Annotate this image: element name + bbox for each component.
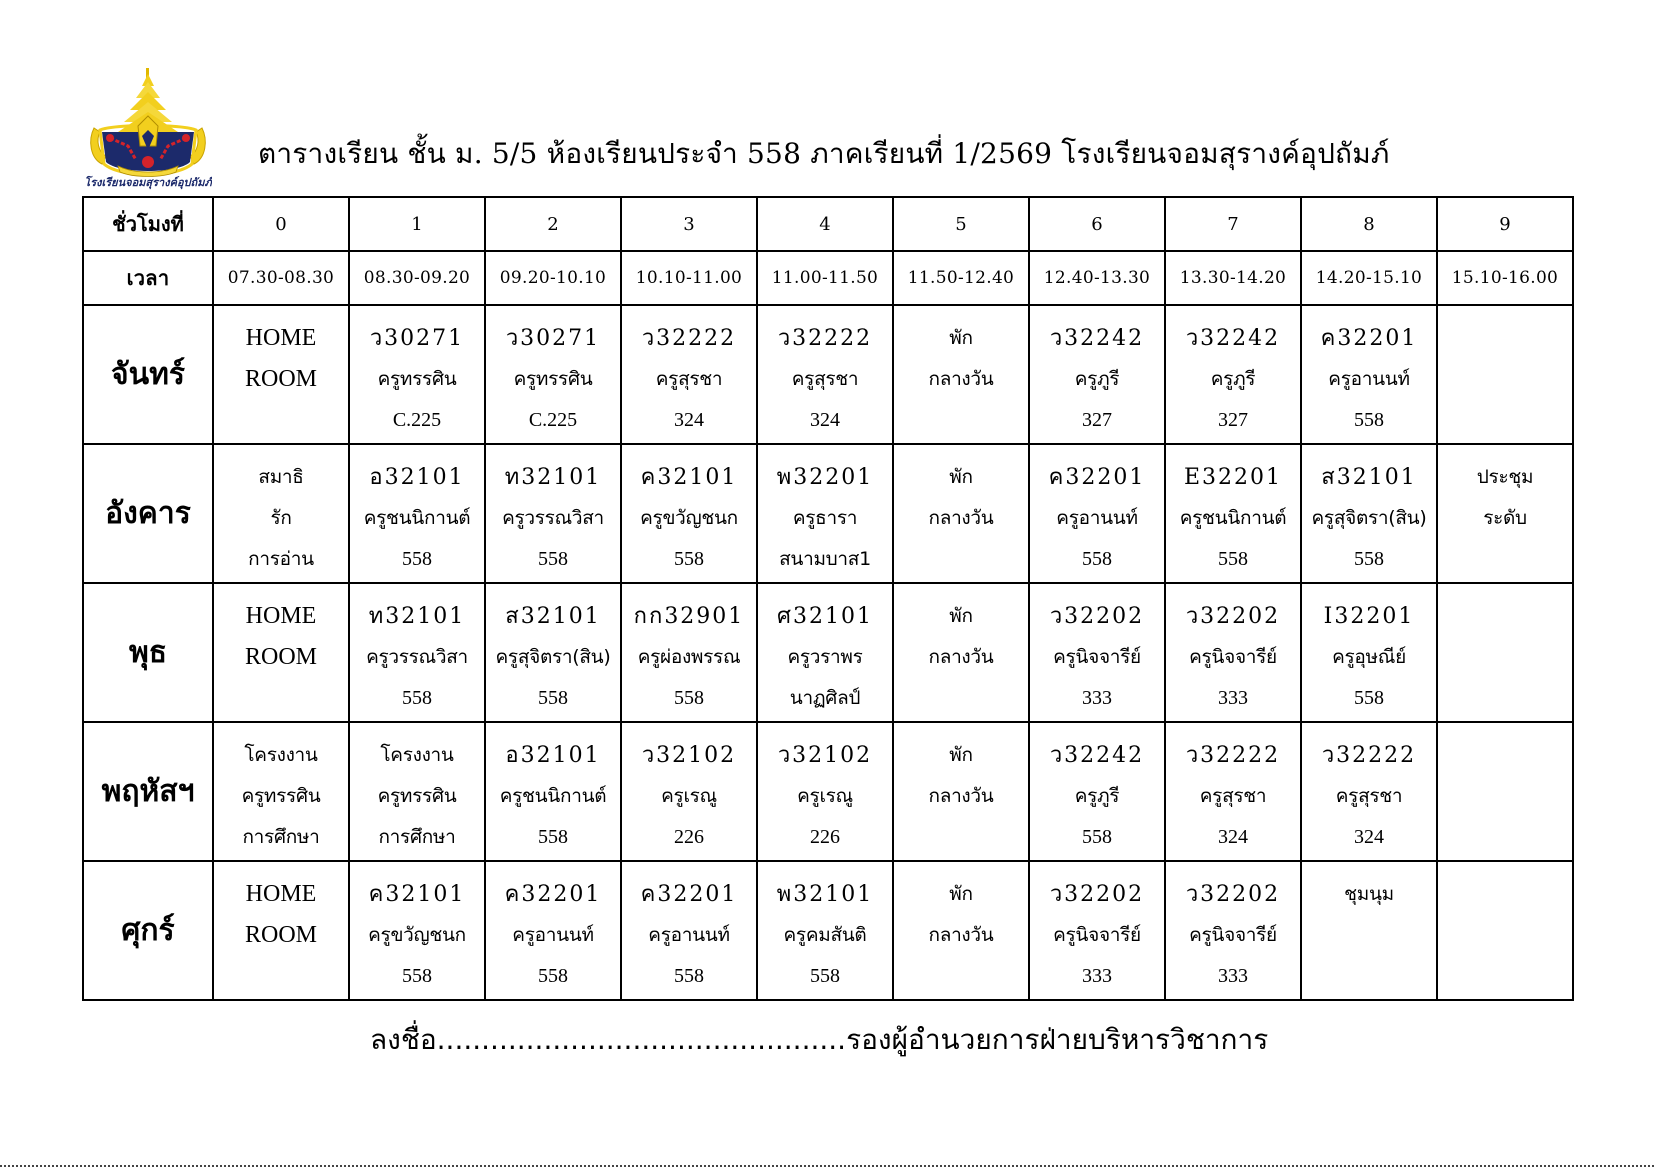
- class-cell: [1029, 583, 1165, 722]
- page-title: ตารางเรียน ชั้น ม. 5/5 ห้องเรียนประจำ 558 ภาคเรียนที่ 1/2569 โรงเรียนจอมสุรางค์อุปถัมภ์: [258, 137, 1390, 170]
- teacher-name: ROOM: [244, 644, 317, 670]
- teacher-name: ครูทรรศิน: [513, 368, 593, 390]
- room: 558: [1354, 409, 1384, 431]
- time-slot: 14.20-15.10: [1301, 251, 1437, 305]
- class-cell: [1301, 444, 1437, 583]
- class-cell-content: [758, 445, 892, 580]
- signature-line: ลงชื่อ..............................................รองผู้อำนวยการฝ่ายบริหารวิชาการ: [370, 1023, 1269, 1056]
- subject-code: ชุมนุม: [1344, 883, 1394, 905]
- class-cell: [757, 583, 893, 722]
- subject-code: ว32102: [777, 743, 873, 768]
- teacher-name: ครูวราพร: [787, 646, 863, 668]
- subject-code: โครงงาน: [380, 744, 454, 766]
- subject-code: ค32101: [368, 882, 466, 907]
- class-cell: [1301, 722, 1437, 861]
- class-cell-content: [1030, 723, 1164, 858]
- time-slot: 11.00-11.50: [757, 251, 893, 305]
- class-cell: [757, 861, 893, 1000]
- room: 558: [402, 548, 432, 570]
- subject-code: ว32222: [777, 326, 873, 351]
- day-row: [83, 305, 1573, 444]
- subject-code: ว32202: [1049, 882, 1145, 907]
- class-cell: [621, 305, 757, 444]
- teacher-name: รัก: [270, 507, 292, 529]
- teacher-name: ครูภูรี: [1074, 785, 1120, 807]
- teacher-name: ครูธารา: [792, 507, 858, 529]
- day-row: [83, 861, 1573, 1000]
- subject-code: อ32101: [505, 743, 601, 768]
- period-label: ชั่วโมงที่: [83, 197, 213, 251]
- teacher-name: ครูอานนท์: [1328, 368, 1410, 390]
- class-cell: [1165, 583, 1301, 722]
- subject-code: พ32101: [776, 882, 874, 907]
- class-cell: [1437, 305, 1573, 444]
- subject-code: พ32201: [776, 465, 874, 490]
- period-number: 6: [1029, 197, 1165, 251]
- teacher-name: ระดับ: [1483, 507, 1527, 529]
- room: การศึกษา: [242, 826, 320, 848]
- room: 558: [402, 965, 432, 987]
- class-cell: [349, 305, 485, 444]
- subject-code: ว32222: [641, 326, 737, 351]
- teacher-name: ครูนิจจารีย์: [1053, 924, 1141, 946]
- teacher-name: ครูขวัญชนก: [640, 507, 738, 529]
- subject-code: ค32201: [1048, 465, 1146, 490]
- room: C.225: [528, 409, 578, 431]
- subject-code: ค32201: [504, 882, 602, 907]
- class-cell-content: [1302, 723, 1436, 858]
- class-cell: [757, 722, 893, 861]
- class-cell: [1029, 722, 1165, 861]
- room: 558: [1354, 548, 1384, 570]
- room: 558: [402, 687, 432, 709]
- class-cell: [485, 444, 621, 583]
- class-cell-content: [894, 862, 1028, 997]
- class-cell-content: [894, 306, 1028, 441]
- time-slot: 09.20-10.10: [485, 251, 621, 305]
- class-cell: [349, 861, 485, 1000]
- teacher-name: ครูผ่องพรรณ: [637, 646, 741, 668]
- room: 558: [538, 687, 568, 709]
- class-cell: [213, 583, 349, 722]
- class-cell: [893, 444, 1029, 583]
- subject-code: ค32101: [640, 465, 738, 490]
- subject-code: ว32102: [641, 743, 737, 768]
- subject-code: HOME: [245, 325, 317, 351]
- class-cell: [621, 861, 757, 1000]
- room: 226: [810, 826, 840, 848]
- time-slot: 08.30-09.20: [349, 251, 485, 305]
- teacher-name: กลางวัน: [928, 646, 994, 668]
- class-cell: [1301, 305, 1437, 444]
- room: 333: [1082, 965, 1112, 987]
- period-number: 4: [757, 197, 893, 251]
- class-cell: [349, 583, 485, 722]
- room: 558: [1082, 826, 1112, 848]
- time-row: [83, 251, 1573, 305]
- class-cell-content: [622, 584, 756, 719]
- subject-code: ว32202: [1185, 604, 1281, 629]
- subject-code: ส32101: [505, 604, 601, 629]
- subject-code: I32201: [1323, 604, 1415, 629]
- class-cell: [1437, 861, 1573, 1000]
- period-number: 3: [621, 197, 757, 251]
- subject-code: พัก: [949, 327, 973, 349]
- class-cell-content: [1166, 723, 1300, 858]
- class-cell: [1301, 861, 1437, 1000]
- class-cell: [621, 583, 757, 722]
- period-number: 2: [485, 197, 621, 251]
- period-number: 8: [1301, 197, 1437, 251]
- room: 324: [810, 409, 840, 431]
- subject-code: ว32242: [1185, 326, 1281, 351]
- class-cell: [213, 444, 349, 583]
- room: C.225: [392, 409, 442, 431]
- teacher-name: ครูเรณู: [661, 785, 717, 807]
- class-cell-content: [486, 306, 620, 441]
- teacher-name: ครูอานนท์: [512, 924, 594, 946]
- class-cell: [893, 722, 1029, 861]
- class-cell-content: [486, 584, 620, 719]
- class-cell-content: [622, 306, 756, 441]
- teacher-name: ครูสุจิตรา(สิน): [495, 646, 611, 668]
- subject-code: พัก: [949, 466, 973, 488]
- class-cell: [213, 722, 349, 861]
- room: 333: [1082, 687, 1112, 709]
- room: 327: [1082, 409, 1112, 431]
- teacher-name: ครูสุรชา: [791, 368, 859, 390]
- class-cell-content: [1438, 584, 1572, 719]
- subject-code: ว32202: [1185, 882, 1281, 907]
- class-cell: [757, 305, 893, 444]
- period-number: 0: [213, 197, 349, 251]
- subject-code: ว32202: [1049, 604, 1145, 629]
- period-number: 7: [1165, 197, 1301, 251]
- time-slot: 15.10-16.00: [1437, 251, 1573, 305]
- teacher-name: ครูอานนท์: [648, 924, 730, 946]
- day-label: ศุกร์: [83, 861, 213, 1000]
- class-cell-content: [622, 723, 756, 858]
- teacher-name: ครูวรรณวิสา: [366, 646, 468, 668]
- class-cell-content: [1166, 584, 1300, 719]
- teacher-name: ครูทรรศิน: [241, 785, 321, 807]
- subject-code: ท32101: [368, 604, 466, 629]
- class-cell: [213, 861, 349, 1000]
- class-cell-content: [350, 306, 484, 441]
- subject-code: กก32901: [633, 604, 745, 629]
- room: นาฏศิลป์: [789, 687, 861, 709]
- class-cell: [893, 583, 1029, 722]
- class-cell-content: [214, 723, 348, 858]
- class-cell-content: [214, 584, 348, 719]
- class-cell-content: [486, 445, 620, 580]
- subject-code: โครงงาน: [244, 744, 318, 766]
- room: 333: [1218, 687, 1248, 709]
- subject-code: พัก: [949, 883, 973, 905]
- room: 558: [538, 548, 568, 570]
- room: การอ่าน: [248, 548, 314, 570]
- room: 558: [538, 826, 568, 848]
- subject-code: HOME: [245, 881, 317, 907]
- school-emblem-icon: [84, 66, 212, 190]
- class-cell: [893, 861, 1029, 1000]
- room: 558: [674, 548, 704, 570]
- class-cell: [349, 722, 485, 861]
- time-slot: 12.40-13.30: [1029, 251, 1165, 305]
- school-logo: [84, 66, 212, 190]
- class-cell: [621, 444, 757, 583]
- class-cell-content: [894, 723, 1028, 858]
- class-cell-content: [622, 445, 756, 580]
- room: 324: [674, 409, 704, 431]
- class-cell-content: [214, 306, 348, 441]
- room: 327: [1218, 409, 1248, 431]
- subject-code: สมาธิ: [258, 466, 304, 488]
- class-cell-content: [486, 862, 620, 997]
- teacher-name: กลางวัน: [928, 368, 994, 390]
- subject-code: พัก: [949, 744, 973, 766]
- day-label: พุธ: [83, 583, 213, 722]
- teacher-name: ครูทรรศิน: [377, 368, 457, 390]
- room: 324: [1218, 826, 1248, 848]
- class-cell: [485, 722, 621, 861]
- teacher-name: ครูสุรชา: [1199, 785, 1267, 807]
- room: 558: [674, 687, 704, 709]
- class-cell-content: [758, 584, 892, 719]
- time-slot: 10.10-11.00: [621, 251, 757, 305]
- class-cell-content: [1030, 584, 1164, 719]
- teacher-name: ครูสุรชา: [1335, 785, 1403, 807]
- teacher-name: ครูคมสันติ: [783, 924, 867, 946]
- day-label: อังคาร: [83, 444, 213, 583]
- class-cell-content: [1438, 445, 1572, 580]
- room: การศึกษา: [378, 826, 456, 848]
- teacher-name: กลางวัน: [928, 924, 994, 946]
- class-cell: [893, 305, 1029, 444]
- class-cell: [349, 444, 485, 583]
- subject-code: E32201: [1183, 465, 1283, 490]
- class-cell-content: [894, 445, 1028, 580]
- class-cell-content: [1438, 306, 1572, 441]
- room: 558: [810, 965, 840, 987]
- class-cell: [1029, 861, 1165, 1000]
- teacher-name: ROOM: [244, 366, 317, 392]
- day-label: จันทร์: [83, 305, 213, 444]
- teacher-name: ครูชนนิกานต์: [363, 507, 471, 529]
- teacher-name: ครูภูรี: [1210, 368, 1256, 390]
- room: 558: [1354, 687, 1384, 709]
- subject-code: ว32222: [1321, 743, 1417, 768]
- period-number: 5: [893, 197, 1029, 251]
- class-cell: [213, 305, 349, 444]
- timetable: [82, 196, 1574, 1001]
- subject-code: ว32222: [1185, 743, 1281, 768]
- room: 558: [1082, 548, 1112, 570]
- room: 226: [674, 826, 704, 848]
- room: 558: [1218, 548, 1248, 570]
- class-cell-content: [486, 723, 620, 858]
- subject-code: ประชุม: [1476, 466, 1534, 488]
- subject-code: ว30271: [505, 326, 601, 351]
- class-cell: [485, 305, 621, 444]
- class-cell-content: [1302, 862, 1436, 997]
- subject-code: ส32101: [1321, 465, 1417, 490]
- teacher-name: กลางวัน: [928, 785, 994, 807]
- class-cell-content: [1166, 306, 1300, 441]
- teacher-name: ครูสุจิตรา(สิน): [1311, 507, 1427, 529]
- time-slot: 13.30-14.20: [1165, 251, 1301, 305]
- room: 333: [1218, 965, 1248, 987]
- day-label: พฤหัสฯ: [83, 722, 213, 861]
- subject-code: ท32101: [504, 465, 602, 490]
- class-cell-content: [1438, 862, 1572, 997]
- room: 558: [538, 965, 568, 987]
- teacher-name: ROOM: [244, 922, 317, 948]
- subject-code: ศ32101: [777, 604, 873, 629]
- class-cell-content: [1030, 306, 1164, 441]
- class-cell: [1165, 305, 1301, 444]
- teacher-name: ครูอานนท์: [1056, 507, 1138, 529]
- teacher-name: ครูสุรชา: [655, 368, 723, 390]
- period-number: 1: [349, 197, 485, 251]
- class-cell: [1437, 583, 1573, 722]
- class-cell-content: [1166, 862, 1300, 997]
- svg-text:โรงเรียนจอมสุรางค์อุปถัมภ์: โรงเรียนจอมสุรางค์อุปถัมภ์: [84, 176, 212, 189]
- teacher-name: ครูเรณู: [797, 785, 853, 807]
- day-row: [83, 722, 1573, 861]
- time-slot: 11.50-12.40: [893, 251, 1029, 305]
- time-slot: 07.30-08.30: [213, 251, 349, 305]
- class-cell: [485, 861, 621, 1000]
- class-cell: [1029, 305, 1165, 444]
- class-cell-content: [350, 445, 484, 580]
- teacher-name: ครูวรรณวิสา: [502, 507, 604, 529]
- class-cell-content: [1302, 306, 1436, 441]
- class-cell-content: [214, 445, 348, 580]
- subject-code: ว32242: [1049, 326, 1145, 351]
- class-cell-content: [350, 584, 484, 719]
- class-cell: [1437, 444, 1573, 583]
- teacher-name: ครูนิจจารีย์: [1189, 924, 1277, 946]
- room: 558: [674, 965, 704, 987]
- class-cell-content: [758, 723, 892, 858]
- subject-code: อ32101: [369, 465, 465, 490]
- class-cell-content: [1166, 445, 1300, 580]
- class-cell: [757, 444, 893, 583]
- teacher-name: ครูภูรี: [1074, 368, 1120, 390]
- class-cell-content: [1302, 445, 1436, 580]
- time-label: เวลา: [83, 251, 213, 305]
- bottom-divider: [0, 1165, 1654, 1167]
- teacher-name: ครูชนนิกานต์: [499, 785, 607, 807]
- class-cell: [621, 722, 757, 861]
- class-cell-content: [894, 584, 1028, 719]
- class-cell-content: [1030, 445, 1164, 580]
- class-cell: [1165, 722, 1301, 861]
- teacher-name: ครูขวัญชนก: [368, 924, 466, 946]
- period-header-row: [83, 197, 1573, 251]
- class-cell-content: [1030, 862, 1164, 997]
- class-cell-content: [758, 862, 892, 997]
- subject-code: ค32201: [1320, 326, 1418, 351]
- class-cell-content: [350, 723, 484, 858]
- class-cell: [1029, 444, 1165, 583]
- class-cell-content: [350, 862, 484, 997]
- day-row: [83, 583, 1573, 722]
- class-cell-content: [214, 862, 348, 997]
- subject-code: ว32242: [1049, 743, 1145, 768]
- class-cell-content: [622, 862, 756, 997]
- day-row: [83, 444, 1573, 583]
- room: 324: [1354, 826, 1384, 848]
- teacher-name: ครูทรรศิน: [377, 785, 457, 807]
- teacher-name: ครูนิจจารีย์: [1053, 646, 1141, 668]
- class-cell-content: [1302, 584, 1436, 719]
- room: สนามบาส1: [779, 548, 871, 570]
- subject-code: ว30271: [369, 326, 465, 351]
- teacher-name: ครูนิจจารีย์: [1189, 646, 1277, 668]
- class-cell: [485, 583, 621, 722]
- class-cell-content: [758, 306, 892, 441]
- class-cell: [1437, 722, 1573, 861]
- class-cell: [1165, 861, 1301, 1000]
- subject-code: ค32201: [640, 882, 738, 907]
- class-cell-content: [1438, 723, 1572, 858]
- period-number: 9: [1437, 197, 1573, 251]
- teacher-name: ครูอุษณีย์: [1332, 646, 1406, 668]
- class-cell: [1301, 583, 1437, 722]
- subject-code: พัก: [949, 605, 973, 627]
- teacher-name: ครูชนนิกานต์: [1179, 507, 1287, 529]
- teacher-name: กลางวัน: [928, 507, 994, 529]
- class-cell: [1165, 444, 1301, 583]
- subject-code: HOME: [245, 603, 317, 629]
